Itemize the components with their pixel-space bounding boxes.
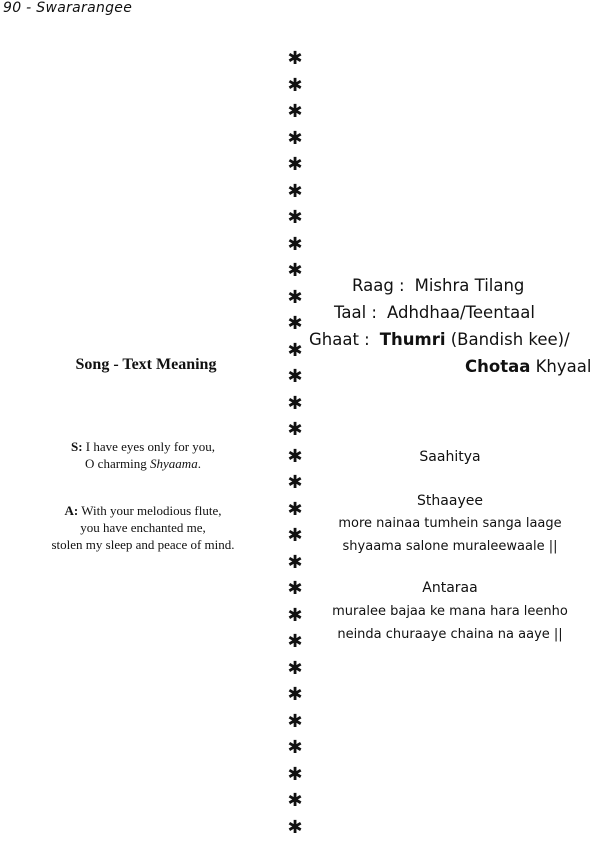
ghaat-thumri: Thumri bbox=[380, 330, 446, 349]
shyaama-italic: Shyaama bbox=[150, 456, 198, 471]
taal-value: Adhdhaa/Teentaal bbox=[387, 303, 535, 322]
antaraa-meaning-line-1 bbox=[30, 502, 256, 519]
antaraa-meaning-text-1: With your melodious flute, bbox=[81, 503, 221, 518]
star-icon: ✱ bbox=[287, 607, 302, 634]
antaraa-verse-line-1: muralee bajaa ke mana hara leenho bbox=[305, 600, 595, 623]
ghaat-khyaal: Khyaal bbox=[530, 357, 591, 376]
star-icon: ✱ bbox=[287, 342, 302, 369]
antaraa-meaning-line-2: you have enchanted me, bbox=[30, 519, 256, 536]
star-icon: ✱ bbox=[287, 448, 302, 475]
saahitya-title: Saahitya bbox=[305, 449, 595, 465]
song-meaning-title: Song - Text Meaning bbox=[64, 356, 228, 374]
star-icon: ✱ bbox=[287, 103, 302, 130]
sthaayee-verse-line-1: more nainaa tumhein sanga laage bbox=[305, 512, 595, 535]
sthaayee-title: Sthaayee bbox=[305, 493, 595, 509]
star-icon: ✱ bbox=[287, 580, 302, 607]
sthaayee-meaning bbox=[30, 438, 256, 472]
taal-label: Taal : bbox=[334, 303, 377, 322]
sthaayee-meaning-line-2 bbox=[30, 455, 256, 472]
star-icon: ✱ bbox=[287, 686, 302, 713]
star-icon: ✱ bbox=[287, 368, 302, 395]
sthaayee-meaning-line-1 bbox=[30, 438, 256, 455]
antaraa-verse bbox=[305, 600, 595, 646]
antaraa-title: Antaraa bbox=[305, 580, 595, 596]
star-icon: ✱ bbox=[287, 209, 302, 236]
star-icon: ✱ bbox=[287, 262, 302, 289]
sthaayee-meaning-suffix: . bbox=[198, 456, 201, 471]
star-icon: ✱ bbox=[287, 501, 302, 528]
star-icon: ✱ bbox=[287, 554, 302, 581]
star-icon: ✱ bbox=[287, 421, 302, 448]
star-icon: ✱ bbox=[287, 819, 302, 845]
sthaayee-verse bbox=[305, 512, 595, 558]
star-icon: ✱ bbox=[287, 474, 302, 501]
star-icon: ✱ bbox=[287, 183, 302, 210]
star-divider bbox=[287, 50, 303, 845]
raag-value: Mishra Tilang bbox=[415, 276, 525, 295]
antaraa-verse-line-2: neinda churaaye chaina na aaye || bbox=[305, 623, 595, 646]
star-icon: ✱ bbox=[287, 713, 302, 740]
star-icon: ✱ bbox=[287, 660, 302, 687]
ghaat-line bbox=[308, 326, 593, 353]
page-header: 90 - Swararangee bbox=[3, 0, 132, 16]
sthaayee-meaning-label: S: bbox=[71, 439, 83, 454]
sthaayee-meaning-text-1: I have eyes only for you, bbox=[86, 439, 215, 454]
sthaayee-verse-line-2: shyaama salone muraleewaale || bbox=[305, 535, 595, 558]
ghaat-chotaa: Chotaa bbox=[465, 357, 530, 376]
raag-info bbox=[308, 272, 593, 380]
star-icon: ✱ bbox=[287, 289, 302, 316]
star-icon: ✱ bbox=[287, 315, 302, 342]
star-icon: ✱ bbox=[287, 633, 302, 660]
antaraa-meaning-line-3: stolen my sleep and peace of mind. bbox=[30, 536, 256, 553]
star-icon: ✱ bbox=[287, 130, 302, 157]
star-icon: ✱ bbox=[287, 50, 302, 77]
taal-line bbox=[308, 299, 593, 326]
star-icon: ✱ bbox=[287, 792, 302, 819]
ghaat-label: Ghaat : bbox=[309, 330, 370, 349]
sthaayee-meaning-prefix: O charming bbox=[85, 456, 150, 471]
star-icon: ✱ bbox=[287, 766, 302, 793]
antaraa-meaning bbox=[30, 502, 256, 553]
ghaat-bandish: (Bandish kee)/ bbox=[445, 330, 569, 349]
star-icon: ✱ bbox=[287, 395, 302, 422]
star-icon: ✱ bbox=[287, 77, 302, 104]
star-icon: ✱ bbox=[287, 527, 302, 554]
star-icon: ✱ bbox=[287, 236, 302, 263]
antaraa-meaning-label: A: bbox=[64, 503, 78, 518]
ghaat-line-2 bbox=[308, 353, 593, 380]
raag-label: Raag : bbox=[352, 276, 405, 295]
star-icon: ✱ bbox=[287, 739, 302, 766]
raag-line bbox=[308, 272, 593, 299]
star-icon: ✱ bbox=[287, 156, 302, 183]
